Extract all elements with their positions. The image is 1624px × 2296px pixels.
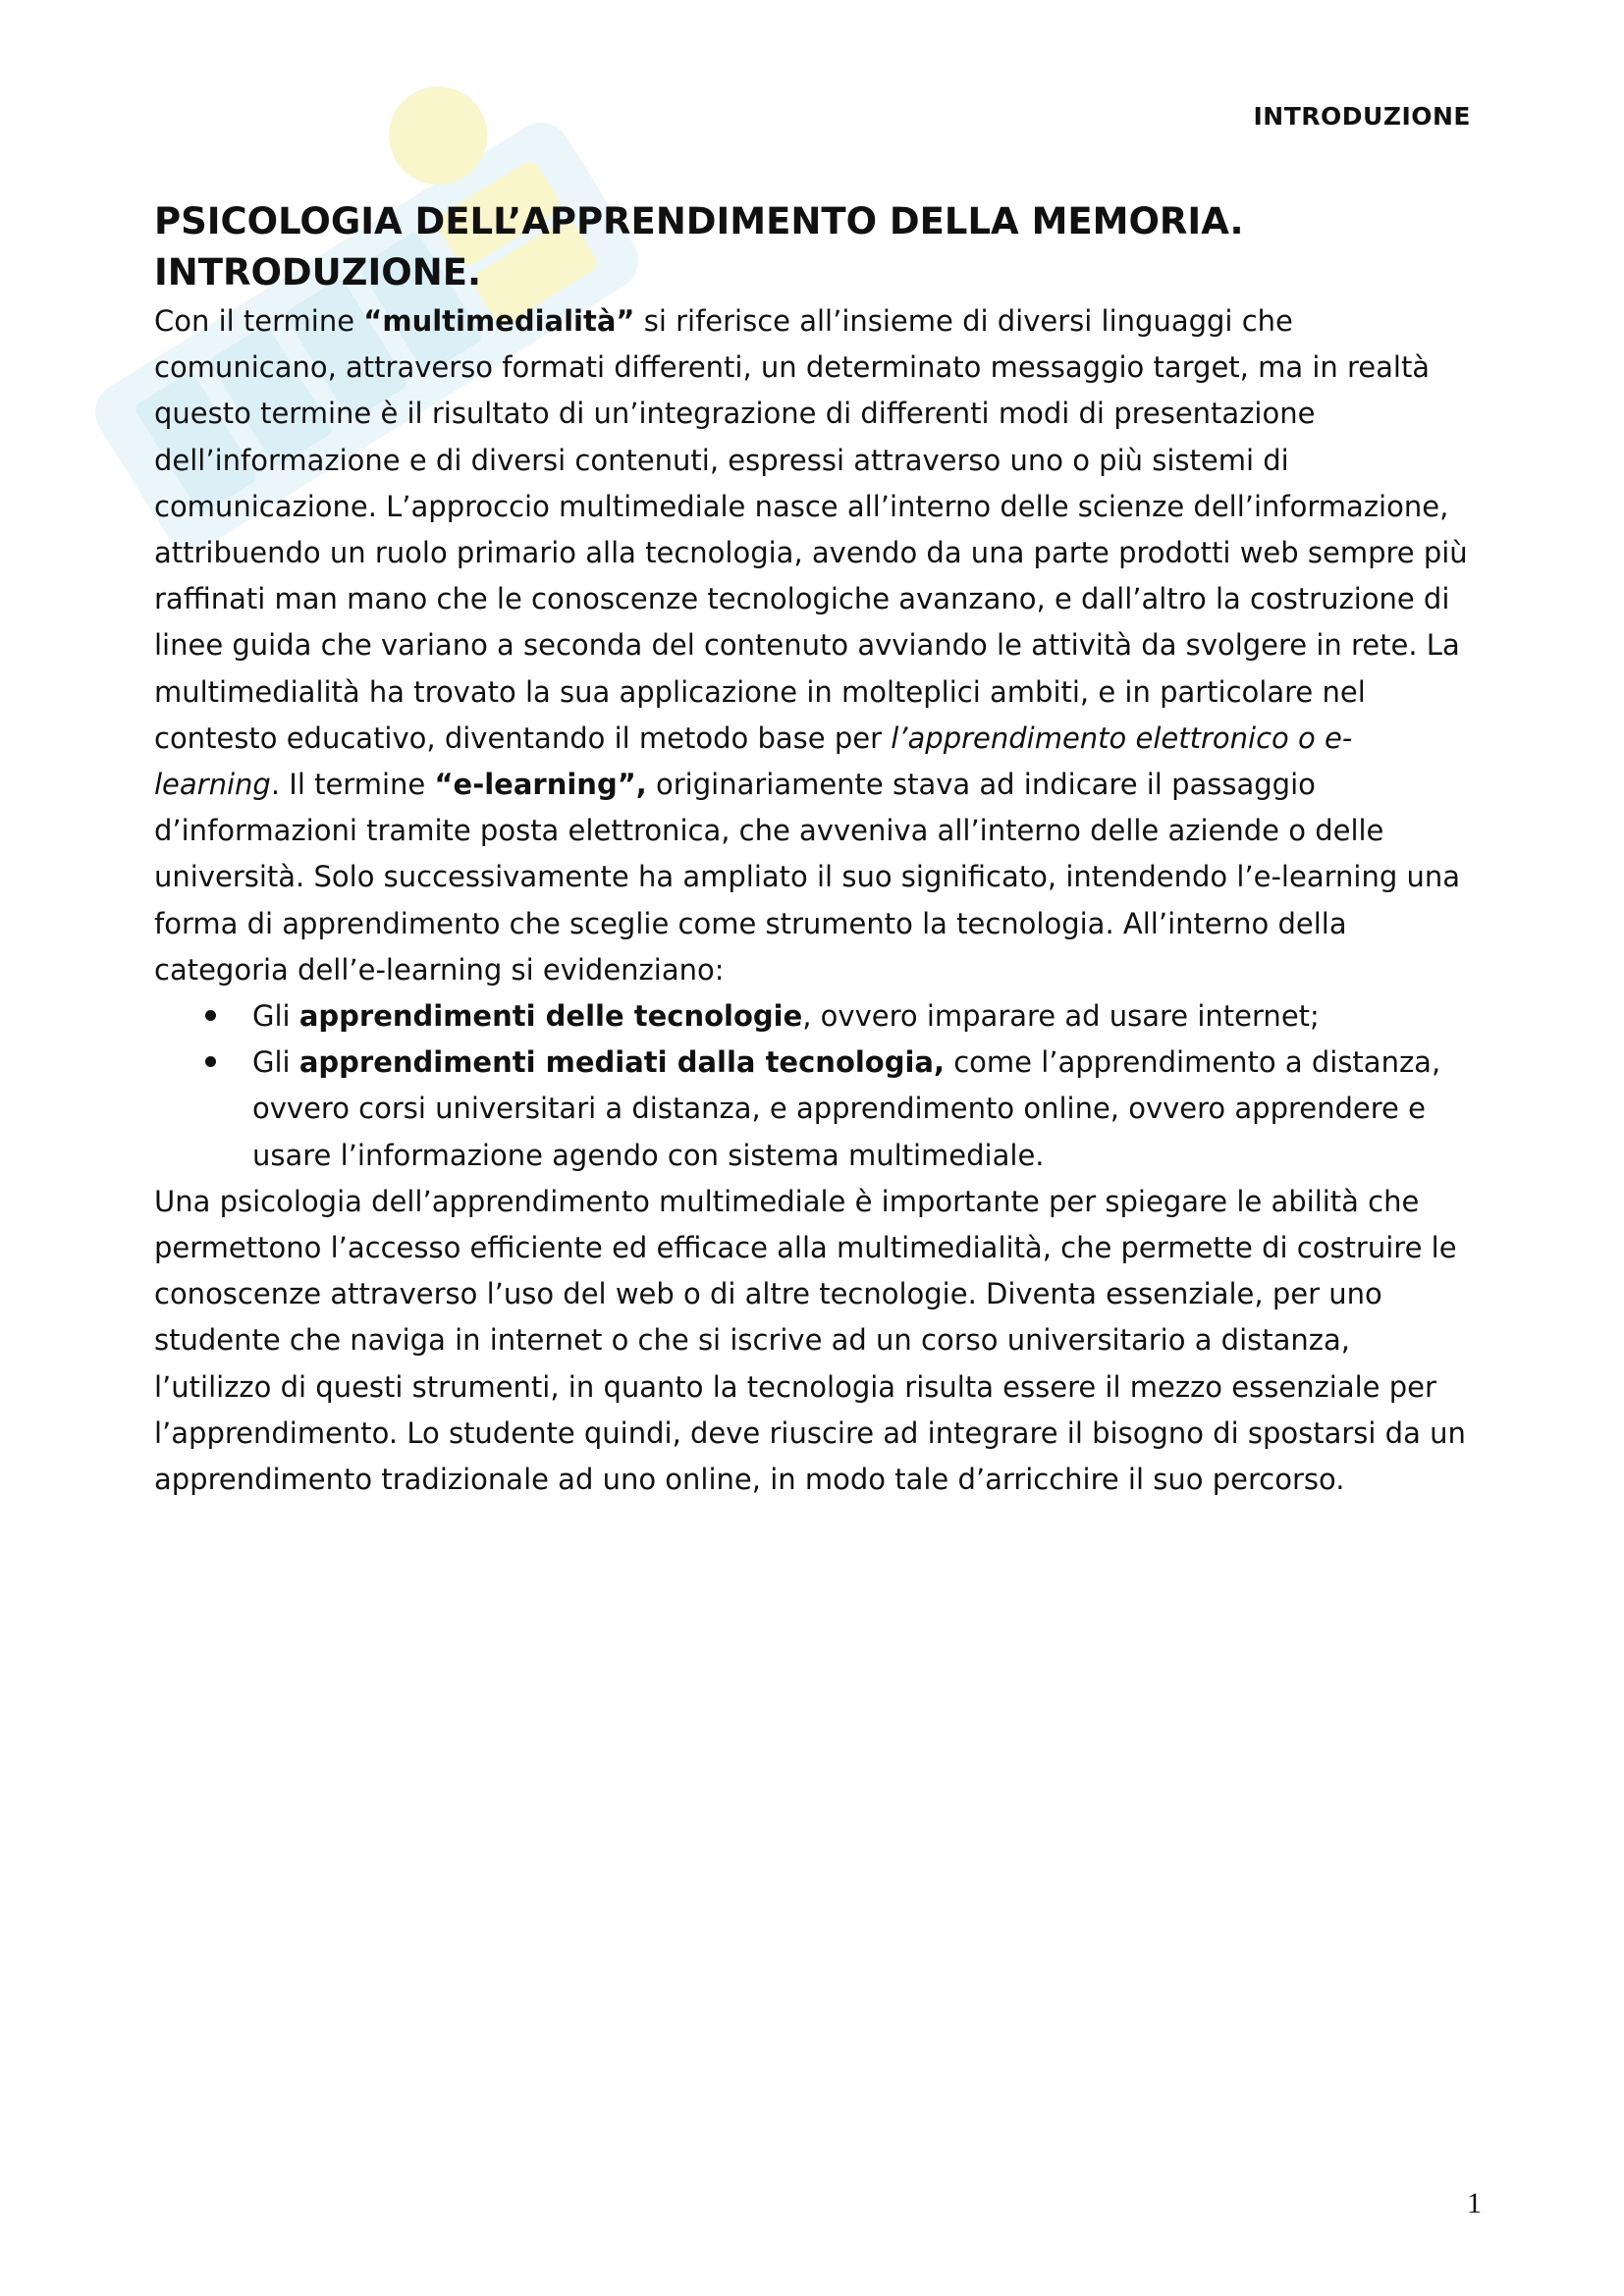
- text-run: , ovvero imparare ad usare internet;: [802, 999, 1320, 1034]
- list-item: [154, 993, 1475, 1040]
- paragraph-conclusion: Una psicologia dell’apprendimento multimediale è importante per spiegare le abilità che permettono l’accesso efficiente ed efficace alla multimedialità, che permette di costruire le conoscenze attraverso l’uso del web o di altre tecnologie. Diventa essenziale, per uno studente che naviga in internet o che si iscrive ad un corso universitario a distanza, l’utilizzo di questi strumenti, in quanto la tecnologia risulta essere il mezzo essenziale per l’apprendimento. Lo studente quindi, deve riuscire ad integrare il bisogno di spostarsi da un apprendimento tradizionale ad uno online, in modo tale d’arricchire il suo percorso.: [154, 1184, 1466, 1497]
- text-run: si riferisce all’insieme di diversi linguaggi che comunicano, attraverso formati differenti, un determinato messaggio target, ma in realtà questo termine è il risultato di un’integrazione di differenti modi di presentazione dell’informazione e di diversi contenuti, espressi attraverso uno o più sistemi di comunicazione. L’approccio multimediale nasce all’interno delle scienze dell’informazione, attribuendo un ruolo primario alla tecnologia, avendo da una parte prodotti web sempre più raffinati man mano che le conoscenze tecnologiche avanzano, e dall’altro la costruzione di linee guida che variano a seconda del contenuto avviando le attività da svolgere in rete. La multimedialità ha trovato la sua applicazione in molteplici ambiti, e in particolare nel contesto educativo, diventando il metodo base per: [154, 304, 1468, 755]
- list-item: [154, 1040, 1475, 1179]
- text-run: Gli: [252, 1045, 299, 1080]
- title-line-2: INTRODUZIONE.: [154, 251, 482, 294]
- title-line-1: PSICOLOGIA DELL’APPRENDIMENTO DELLA MEMORIA.: [154, 200, 1244, 242]
- bold-term-elearning: “e-learning”,: [434, 768, 647, 802]
- bullet-list: [154, 993, 1475, 1179]
- text-run: originariamente stava ad indicare il passaggio d’informazioni tramite posta elettronica, che avveniva all’interno delle aziende o delle università. Solo successivamente ha ampliato il suo significato, intendendo l’e-learning una forma di apprendimento che sceglie come strumento la tecnologia. All’interno della categoria dell’e-learning si evidenziano:: [154, 768, 1460, 987]
- page-number: 1: [1467, 2187, 1482, 2219]
- document-body: [154, 196, 1475, 1503]
- paragraph-intro: [154, 298, 1475, 993]
- document-title: [154, 196, 1475, 298]
- bullet-icon: [205, 1056, 216, 1067]
- bullet-icon: [205, 1010, 216, 1021]
- italic-term-elearning: l’apprendimento elettronico o e-learning: [154, 721, 1353, 802]
- text-run: . Il termine: [270, 768, 435, 802]
- text-run: come l’apprendimento a distanza, ovvero corsi universitari a distanza, e apprendimento online, ovvero apprendere e usare l’informazione agendo con sistema multimediale.: [252, 1045, 1441, 1172]
- text-run: Gli: [252, 999, 299, 1034]
- bold-term: apprendimenti mediati dalla tecnologia,: [298, 1045, 946, 1080]
- bold-term-multimedialita: “multimedialità”: [363, 304, 635, 338]
- text-run: Con il termine: [154, 304, 364, 338]
- running-header: INTRODUZIONE: [1253, 102, 1471, 131]
- bold-term: apprendimenti delle tecnologie: [298, 999, 803, 1034]
